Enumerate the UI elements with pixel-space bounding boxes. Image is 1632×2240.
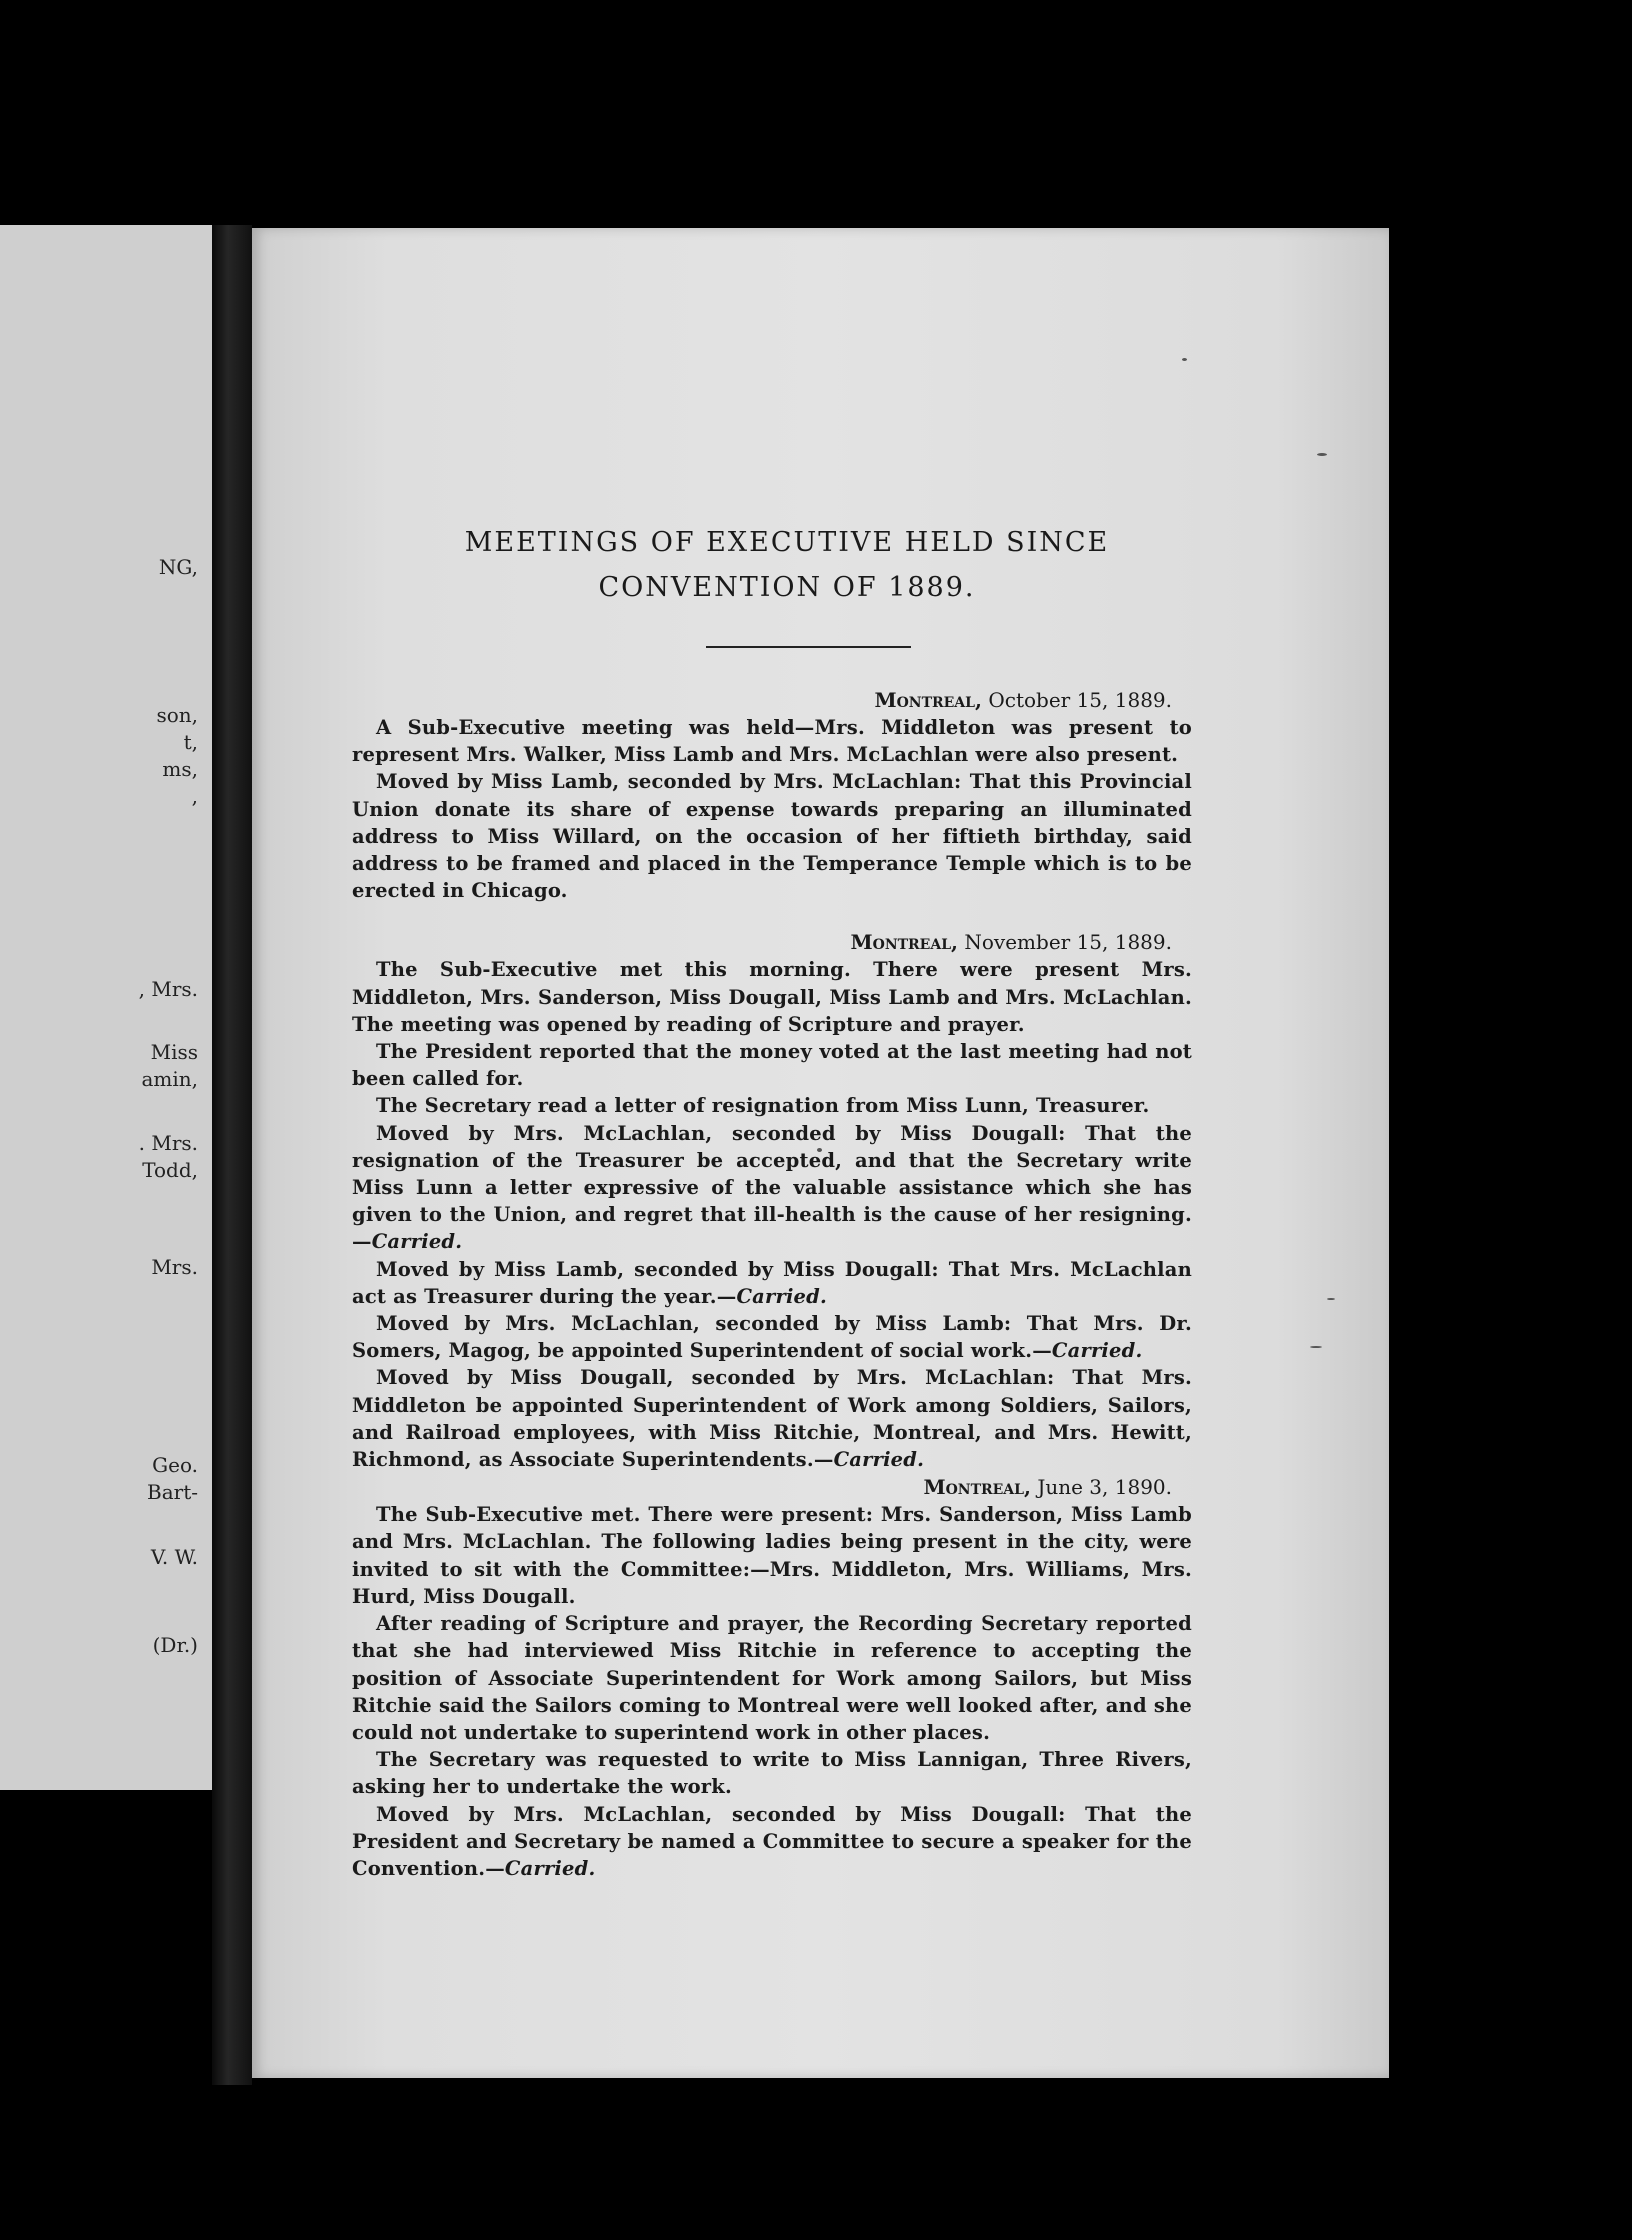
paragraph-text: Moved by Mrs. McLachlan, seconded by Miss Lamb: That Mrs. Dr. Somers, Magog, be appointed Superintendent of social work.— — [352, 1312, 1192, 1363]
left-page-text: Bart- — [147, 1480, 198, 1504]
document-page — [252, 228, 1389, 2078]
carried-note: Carried. — [1051, 1339, 1143, 1363]
minute-paragraph — [352, 1364, 1192, 1473]
paragraph-text: Moved by Mrs. McLachlan, seconded by Miss Dougall: That the resignation of the Treasurer be accepted, and that the Secretary write Miss Lunn a letter expressive of the valuable assistance which she has given to the Union, and regret that ill-health is the cause of her resigning.— — [352, 1121, 1192, 1254]
left-page-text: Mrs. — [151, 1255, 198, 1279]
paragraph-text: The Sub-Executive met. There were present: Mrs. Sanderson, Miss Lamb and Mrs. McLachlan. The following ladies being present in the city, were invited to sit with the Committee:—Mrs. Middleton, Mrs. Williams, Mrs. Hurd, Miss Dougall. — [352, 1503, 1192, 1608]
paragraph-text: The Secretary was requested to write to Miss Lannigan, Three Rivers, asking her to undertake the work. — [352, 1748, 1192, 1799]
paragraph-text: The Sub-Executive met this morning. There were present Mrs. Middleton, Mrs. Sanderson, Miss Dougall, Miss Lamb and Mrs. McLachlan. The meeting was opened by reading of Scripture and prayer. — [352, 958, 1192, 1036]
meeting-entry — [352, 1473, 1192, 1882]
heading-divider — [706, 646, 911, 648]
heading-line-1: MEETINGS OF EXECUTIVE HELD SINCE — [464, 527, 1110, 558]
meeting-entry — [352, 928, 1192, 1473]
left-page-text: Todd, — [142, 1158, 198, 1182]
left-page-text: , Mrs. — [138, 977, 198, 1001]
paragraph-text: Moved by Miss Lamb, seconded by Miss Dougall: That Mrs. McLachlan act as Treasurer during the year.— — [352, 1257, 1192, 1308]
left-page-text: , — [191, 784, 198, 808]
minute-paragraph — [352, 714, 1192, 768]
meeting-date: October 15, 1889. — [988, 688, 1172, 712]
carried-note: Carried. — [371, 1230, 463, 1254]
paragraph-text: Moved by Miss Lamb, seconded by Mrs. McLachlan: That this Provincial Union donate its share of expense towards preparing an illuminated address to Miss Willard, on the occasion of her fiftieth birthday, said address to be framed and placed in the Temperance Temple which is to be erected in Chicago. — [352, 770, 1192, 903]
paragraph-text: The Secretary read a letter of resignation from Miss Lunn, Treasurer. — [376, 1094, 1150, 1118]
minute-paragraph — [352, 1746, 1192, 1800]
left-page-text: Geo. — [152, 1453, 198, 1477]
minute-paragraph — [352, 1610, 1192, 1746]
left-page-text: amin, — [141, 1067, 198, 1091]
left-page-text: . Mrs. — [138, 1131, 198, 1155]
minute-paragraph — [352, 1801, 1192, 1883]
heading-line-2: CONVENTION OF 1889. — [598, 572, 976, 603]
meeting-city: Montreal, — [923, 1475, 1031, 1500]
left-page-text: V. W. — [150, 1545, 198, 1569]
minute-paragraph — [352, 1092, 1192, 1119]
meeting-date: November 15, 1889. — [964, 930, 1172, 955]
minute-paragraph — [352, 1501, 1192, 1610]
meeting-dateline — [352, 928, 1192, 956]
left-page-text: son, — [156, 703, 198, 727]
carried-note: Carried. — [833, 1448, 925, 1472]
left-page-text: Miss — [150, 1040, 198, 1064]
meeting-dateline — [352, 686, 1192, 714]
meeting-city: Montreal, — [850, 930, 959, 955]
minute-paragraph — [352, 1038, 1192, 1092]
minute-paragraph — [352, 768, 1192, 904]
meeting-entry — [352, 686, 1192, 904]
paragraph-text: After reading of Scripture and prayer, the Recording Secretary reported that she had interviewed Miss Ritchie in reference to accepting the position of Associate Superintendent for Work among Sailors, but Miss Ritchie said the Sailors coming to Montreal were well looked after, and she could not undertake to superintend work in other places. — [352, 1612, 1192, 1744]
carried-note: Carried. — [504, 1856, 596, 1880]
minute-paragraph — [352, 1120, 1192, 1256]
left-page-text: t, — [183, 730, 198, 754]
meeting-city: Montreal, — [874, 688, 982, 712]
page-heading — [352, 520, 1192, 610]
left-page-text: ms, — [162, 757, 198, 781]
paragraph-text: Moved by Mrs. McLachlan, seconded by Miss Dougall: That the President and Secretary be named a Committee to secure a speaker for the Convention.— — [352, 1802, 1192, 1880]
left-page-text: NG, — [158, 555, 198, 579]
minute-paragraph — [352, 1256, 1192, 1310]
previous-page-fragment — [0, 225, 212, 1790]
minute-paragraph — [352, 1310, 1192, 1364]
minute-paragraph — [352, 956, 1192, 1038]
meeting-dateline — [352, 1473, 1192, 1501]
carried-note: Carried. — [736, 1284, 827, 1308]
paragraph-text: Moved by Miss Dougall, seconded by Mrs. McLachlan: That Mrs. Middleton be appointed Superintendent of Work among Soldiers, Sailors, and Railroad employees, with Miss Ritchie, Montreal, and Mrs. Hewitt, Richmond, as Associate Superintendents.— — [352, 1366, 1192, 1472]
paragraph-text: A Sub-Executive meeting was held—Mrs. Middleton was present to represent Mrs. Walker, Miss Lamb and Mrs. McLachlan were also present. — [352, 716, 1192, 767]
book-spine-shadow — [212, 225, 252, 2085]
page-content — [352, 520, 1192, 1882]
paragraph-text: The President reported that the money voted at the last meeting had not been called for. — [352, 1040, 1192, 1091]
meeting-date: June 3, 1890. — [1037, 1475, 1172, 1500]
left-page-text: (Dr.) — [152, 1633, 198, 1657]
